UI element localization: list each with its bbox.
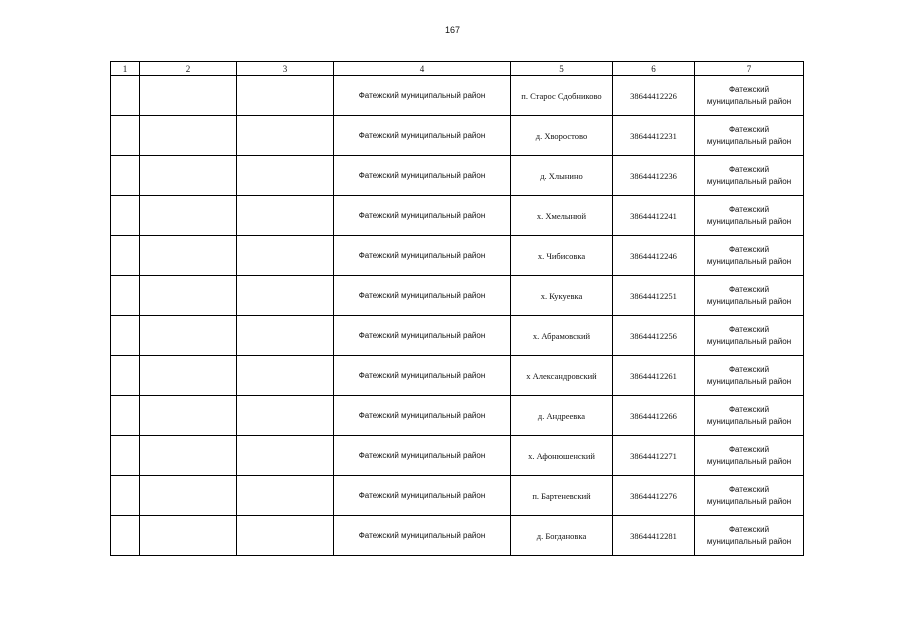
locality-cell: д. Хлынино bbox=[511, 156, 613, 196]
locality-cell: д. Хворостово bbox=[511, 116, 613, 156]
region-cell bbox=[695, 236, 804, 276]
region-line-1: Фатежский bbox=[728, 204, 770, 214]
column-header: 1 bbox=[111, 62, 140, 76]
code-cell: 38644412266 bbox=[613, 396, 695, 436]
district-cell: Фатежский муниципальный район bbox=[334, 156, 511, 196]
cell-col-3 bbox=[237, 236, 334, 276]
district-cell: Фатежский муниципальный район bbox=[334, 276, 511, 316]
district-cell: Фатежский муниципальный район bbox=[334, 196, 511, 236]
region-line-2: муниципальный район bbox=[706, 136, 792, 146]
cell-col-3 bbox=[237, 196, 334, 236]
cell-col-2 bbox=[140, 356, 237, 396]
code-cell: 38644412241 bbox=[613, 196, 695, 236]
region-cell bbox=[695, 516, 804, 556]
page-number: 167 bbox=[444, 25, 461, 35]
region-line-2: муниципальный район bbox=[706, 296, 792, 306]
cell-col-1 bbox=[111, 476, 140, 516]
region-line-2: муниципальный район bbox=[706, 456, 792, 466]
locality-cell: х. Абрамовский bbox=[511, 316, 613, 356]
region-line-2: муниципальный район bbox=[706, 536, 792, 546]
district-cell: Фатежский муниципальный район bbox=[334, 116, 511, 156]
cell-col-1 bbox=[111, 76, 140, 116]
cell-col-3 bbox=[237, 516, 334, 556]
cell-col-3 bbox=[237, 316, 334, 356]
cell-col-1 bbox=[111, 356, 140, 396]
region-line-1: Фатежский bbox=[728, 324, 770, 334]
column-header: 6 bbox=[613, 62, 695, 76]
cell-col-2 bbox=[140, 156, 237, 196]
cell-col-2 bbox=[140, 196, 237, 236]
region-line-1: Фатежский bbox=[728, 284, 770, 294]
cell-col-3 bbox=[237, 396, 334, 436]
code-cell: 38644412226 bbox=[613, 76, 695, 116]
cell-col-2 bbox=[140, 516, 237, 556]
region-line-2: муниципальный район bbox=[706, 176, 792, 186]
region-line-1: Фатежский bbox=[728, 444, 770, 454]
locality-cell: х Александровский bbox=[511, 356, 613, 396]
cell-col-2 bbox=[140, 116, 237, 156]
cell-col-1 bbox=[111, 396, 140, 436]
cell-col-3 bbox=[237, 436, 334, 476]
cell-col-3 bbox=[237, 276, 334, 316]
table-row bbox=[111, 356, 804, 396]
cell-col-1 bbox=[111, 156, 140, 196]
locality-cell: д. Богдановка bbox=[511, 516, 613, 556]
region-cell bbox=[695, 116, 804, 156]
locality-cell: п. Бартеневский bbox=[511, 476, 613, 516]
table-row bbox=[111, 516, 804, 556]
cell-col-1 bbox=[111, 436, 140, 476]
region-line-2: муниципальный район bbox=[706, 256, 792, 266]
region-cell bbox=[695, 396, 804, 436]
district-cell: Фатежский муниципальный район bbox=[334, 396, 511, 436]
table-row bbox=[111, 76, 804, 116]
district-cell: Фатежский муниципальный район bbox=[334, 436, 511, 476]
code-cell: 38644412246 bbox=[613, 236, 695, 276]
region-line-1: Фатежский bbox=[728, 244, 770, 254]
cell-col-1 bbox=[111, 236, 140, 276]
code-cell: 38644412251 bbox=[613, 276, 695, 316]
region-line-2: муниципальный район bbox=[706, 96, 792, 106]
district-cell: Фатежский муниципальный район bbox=[334, 76, 511, 116]
column-header: 4 bbox=[334, 62, 511, 76]
locality-cell: д. Андреевка bbox=[511, 396, 613, 436]
region-line-2: муниципальный район bbox=[706, 496, 792, 506]
district-cell: Фатежский муниципальный район bbox=[334, 316, 511, 356]
code-cell: 38644412261 bbox=[613, 356, 695, 396]
district-cell: Фатежский муниципальный район bbox=[334, 356, 511, 396]
registry-table bbox=[110, 61, 804, 556]
code-cell: 38644412231 bbox=[613, 116, 695, 156]
cell-col-3 bbox=[237, 116, 334, 156]
district-cell: Фатежский муниципальный район bbox=[334, 516, 511, 556]
code-cell: 38644412271 bbox=[613, 436, 695, 476]
cell-col-2 bbox=[140, 396, 237, 436]
cell-col-3 bbox=[237, 156, 334, 196]
region-cell bbox=[695, 156, 804, 196]
region-line-1: Фатежский bbox=[728, 124, 770, 134]
cell-col-3 bbox=[237, 76, 334, 116]
cell-col-1 bbox=[111, 116, 140, 156]
cell-col-2 bbox=[140, 316, 237, 356]
cell-col-1 bbox=[111, 516, 140, 556]
header-row bbox=[111, 62, 804, 76]
cell-col-2 bbox=[140, 476, 237, 516]
column-header: 3 bbox=[237, 62, 334, 76]
region-line-1: Фатежский bbox=[728, 404, 770, 414]
district-cell: Фатежский муниципальный район bbox=[334, 476, 511, 516]
region-line-1: Фатежский bbox=[728, 164, 770, 174]
column-header: 5 bbox=[511, 62, 613, 76]
cell-col-1 bbox=[111, 276, 140, 316]
region-cell bbox=[695, 196, 804, 236]
table-row bbox=[111, 196, 804, 236]
locality-cell: п. Старос Сдобниково bbox=[511, 76, 613, 116]
table-row bbox=[111, 116, 804, 156]
region-line-1: Фатежский bbox=[728, 84, 770, 94]
table-row bbox=[111, 396, 804, 436]
table-row bbox=[111, 436, 804, 476]
cell-col-3 bbox=[237, 476, 334, 516]
region-line-2: муниципальный район bbox=[706, 376, 792, 386]
code-cell: 38644412281 bbox=[613, 516, 695, 556]
column-header: 2 bbox=[140, 62, 237, 76]
table-row bbox=[111, 236, 804, 276]
cell-col-2 bbox=[140, 236, 237, 276]
cell-col-1 bbox=[111, 316, 140, 356]
locality-cell: х. Кукуевка bbox=[511, 276, 613, 316]
cell-col-1 bbox=[111, 196, 140, 236]
region-line-1: Фатежский bbox=[728, 484, 770, 494]
table-row bbox=[111, 476, 804, 516]
region-cell bbox=[695, 76, 804, 116]
cell-col-2 bbox=[140, 76, 237, 116]
region-cell bbox=[695, 476, 804, 516]
table-row bbox=[111, 156, 804, 196]
region-line-1: Фатежский bbox=[728, 364, 770, 374]
column-header: 7 bbox=[695, 62, 804, 76]
district-cell: Фатежский муниципальный район bbox=[334, 236, 511, 276]
region-cell bbox=[695, 276, 804, 316]
code-cell: 38644412256 bbox=[613, 316, 695, 356]
locality-cell: х. Чибисовка bbox=[511, 236, 613, 276]
table-row bbox=[111, 276, 804, 316]
region-line-1: Фатежский bbox=[728, 524, 770, 534]
cell-col-2 bbox=[140, 276, 237, 316]
locality-cell: х. Афонюшенский bbox=[511, 436, 613, 476]
code-cell: 38644412276 bbox=[613, 476, 695, 516]
region-cell bbox=[695, 316, 804, 356]
region-cell bbox=[695, 356, 804, 396]
cell-col-3 bbox=[237, 356, 334, 396]
region-cell bbox=[695, 436, 804, 476]
table-row bbox=[111, 316, 804, 356]
code-cell: 38644412236 bbox=[613, 156, 695, 196]
region-line-2: муниципальный район bbox=[706, 416, 792, 426]
cell-col-2 bbox=[140, 436, 237, 476]
locality-cell: х. Хмелынюй bbox=[511, 196, 613, 236]
region-line-2: муниципальный район bbox=[706, 336, 792, 346]
region-line-2: муниципальный район bbox=[706, 216, 792, 226]
